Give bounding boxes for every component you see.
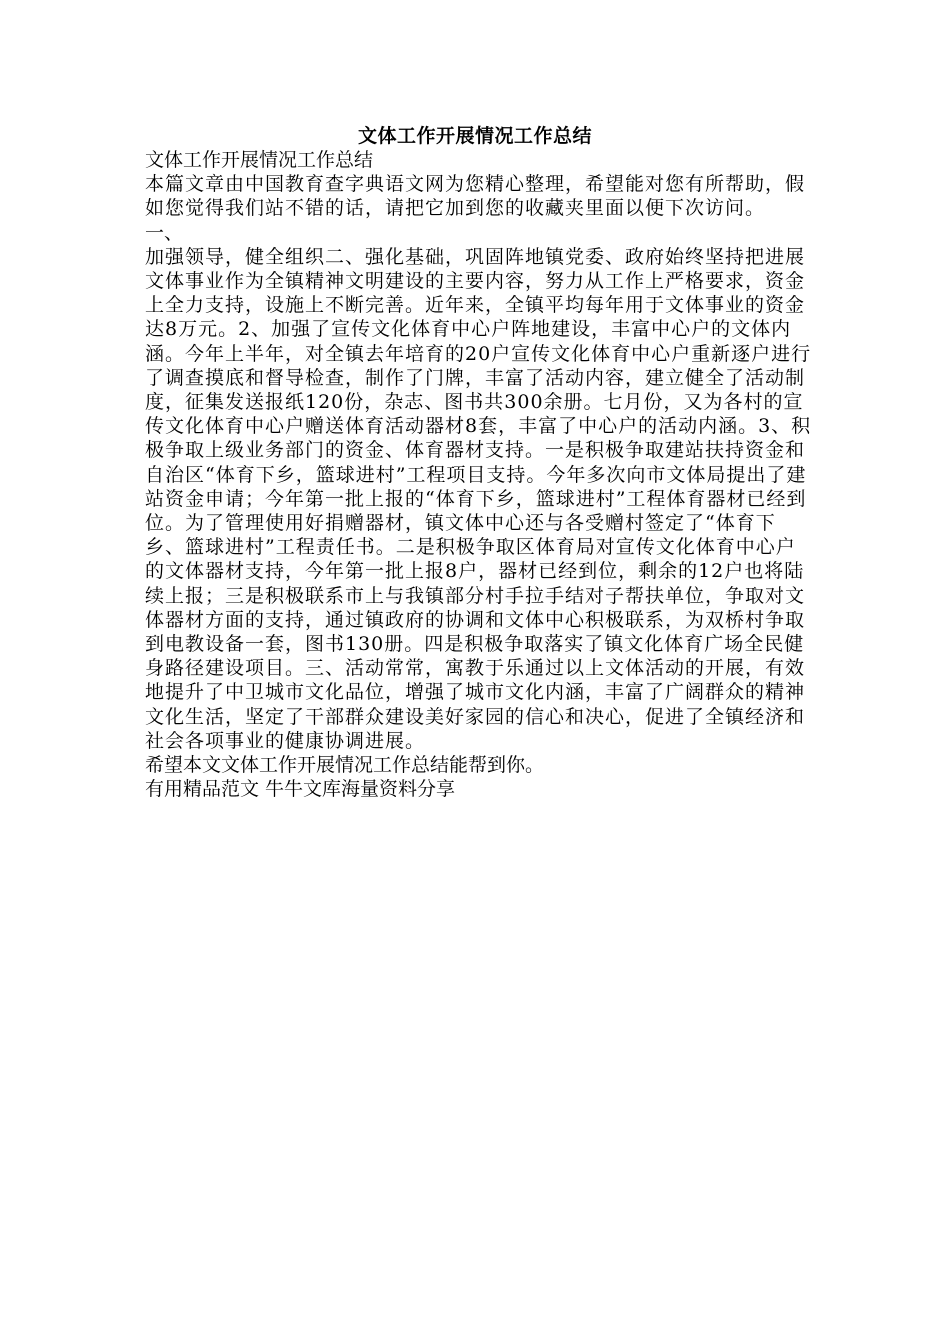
main-paragraph: 加强领导，健全组织二、强化基础，巩固阵地镇党委、政府始终坚持把进展文体事业作为全镇精神文明建设的主要内容，努力从工作上严格要求，资金上全力支持，设施上不断完善。近年来，全镇平均每年用于文体事业的资金达8万元。2、加强了宣传文化体育中心户阵地建设，丰富中心户的文体内涵。今年上半年，对全镇去年培育的20户宣传文化体育中心户重新逐户进行了调查摸底和督导检查，制作了门牌，丰富了活动内容，建立健全了活动制度，征集发送报纸120份，杂志、图书共300余册。七月份，又为各村的宣传文化体育中心户赠送体育活动器材8套，丰富了中心户的活动内涵。3、积极争取上级业务部门的资金、体育器材支持。一是积极争取建站扶持资金和自治区“体育下乡，篮球进村”工程项目支持。今年多次向市文体局提出了建站资金申请；今年第一批上报的“体育下乡，篮球进村”工程体育器材已经到位。为了管理使用好捐赠器材，镇文体中心还与各受赠村签定了“体育下乡、篮球进村”工程责任书。二是积极争取区体育局对宣传文化体育中心户的文体器材支持，今年第一批上报8户，器材已经到位，剩余的12户也将陆续上报；三是积极联系市上与我镇部分村手拉手结对子帮扶单位，争取对文体器材方面的支持，通过镇政府的协调和文体中心积极联系，为双桥村争取到电教设备一套，图书130册。四是积极争取落实了镇文化体育广场全民健身路径建设项目。三、活动常常，寓教于乐通过以上文体活动的开展，有效地提升了中卫城市文化品位，增强了城市文化内涵，丰富了广阔群众的精神文化生活，坚定了干部群众建设美好家园的信心和决心，促进了全镇经济和社会各项事业的健康协调进展。 [145, 245, 812, 752]
document-body [145, 148, 815, 801]
closing-line: 希望本文文体工作开展情况工作总结能帮到你。 [145, 754, 545, 777]
section-marker: 一、 [145, 221, 184, 244]
document-title: 文体工作开展情况工作总结 [357, 125, 592, 147]
document-subtitle: 文体工作开展情况工作总结 [145, 149, 374, 171]
footer-line: 有用精品范文 牛牛文库海量资料分享 [145, 778, 456, 801]
intro-paragraph: 本篇文章由中国教育查字典语文网为您精心整理，希望能对您有所帮助，假如您觉得我们站不错的话，请把它加到您的收藏夹里面以便下次访问。 [145, 173, 806, 220]
